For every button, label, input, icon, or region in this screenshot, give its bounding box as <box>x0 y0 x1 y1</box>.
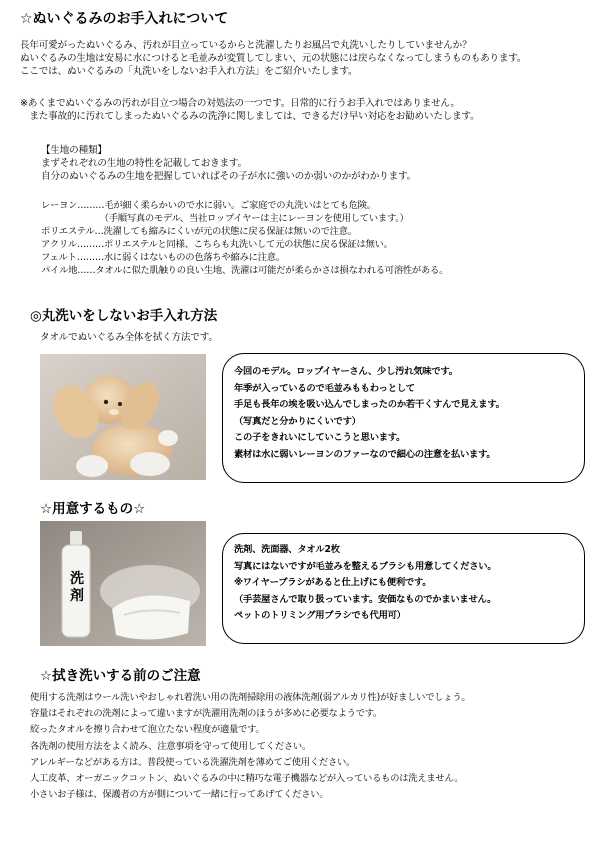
caution-list <box>30 690 470 803</box>
bubble-line: 手足も長年の埃を吸い込んでしまったのか若干くすんで見えます。 <box>234 399 505 411</box>
intro-line: 長年可愛がったぬいぐるみ、汚れが目立っているからと洗濯したりお風呂で丸洗いしたりしていませんか？ <box>20 40 472 51</box>
bubble-line: 素材は水に弱いレーヨンのファーなので細心の注意を払います。 <box>234 448 496 460</box>
caution-item: 絞ったタオルを擦り合わせて泡立たない程度が適量です。 <box>30 724 265 736</box>
bubble-line: ※ワイヤーブラシがあると仕上げにも便利です。 <box>234 577 432 589</box>
supplies-image <box>40 521 206 646</box>
intro-paragraph <box>20 39 526 78</box>
supplies-description-bubble <box>222 533 585 644</box>
method-heading: ◎丸洗いをしないお手入れ方法 <box>30 308 218 324</box>
plush-bunny-photo <box>40 354 206 480</box>
fabric-section <box>41 144 416 183</box>
bubble-line: この子をきれいにしていこうと思います。 <box>234 432 406 444</box>
method-subtitle: タオルでぬいぐるみ全体を拭く方法です。 <box>40 332 218 343</box>
bubble-line: （手芸屋さんで取り扱っています。安価なものでかまいません。 <box>234 593 497 605</box>
bubble-line: 洗剤、洗面器、タオル2枚 <box>234 544 340 555</box>
fabric-lead-line: まずそれぞれの生地の特性を記載しておきます。 <box>41 158 247 169</box>
caution-item: 容量はそれぞれの洗剤によって違いますが洗濯用洗剤のほうが多めに必要なようです。 <box>30 708 383 720</box>
intro-line: ここでは、ぬいぐるみの「丸洗いをしないお手入れ方法」をご紹介いたします。 <box>20 66 358 77</box>
caution-item: 人工皮革、オーガニックコットン、ぬいぐるみの中に精巧な電子機器などが入っているものは洗えません。 <box>30 773 464 785</box>
notice-paragraph <box>20 97 480 123</box>
notice-line: ※あくまでぬいぐるみの汚れが目立つ場合の対処法の一つです。日常的に行うお手入れではありません。 <box>20 98 460 109</box>
notice-line: また事故的に汚れてしまったぬいぐるみの洗浄に関しましては、できるだけ早い対応をお勧めいたします。 <box>20 111 480 122</box>
fabric-list <box>41 199 448 277</box>
fabric-item: レーヨン………毛が細く柔らかいので水に弱い。ご家庭での丸洗いはとても危険。 <box>41 200 376 211</box>
page-title: ☆ぬいぐるみのお手入れについて <box>20 11 229 27</box>
caution-item: 使用する洗剤はウール洗いやおしゃれ着洗い用の洗剤掃除用の液体洗剤(弱アルカリ性)が好ましいでしょう。 <box>30 692 471 703</box>
fabric-item: （手順写真のモデル、当社ロップイヤーは主にレーヨンを使用しています。） <box>41 213 409 224</box>
fabric-item: ポリエステル…洗濯しても縮みにくいが元の状態に戻る保証は無いので注意。 <box>41 226 357 237</box>
prepare-heading: ☆用意するもの☆ <box>40 501 146 517</box>
model-description-bubble <box>222 353 585 483</box>
caution-item: アレルギーなどがある方は、普段使っている洗濯洗剤を薄めてご使用ください。 <box>30 756 356 768</box>
bottle-label: 洗剤 <box>70 571 84 604</box>
supplies-photo <box>40 521 206 646</box>
caution-heading: ☆拭き洗いする前のご注意 <box>40 668 201 684</box>
fabric-lead-line: 自分のぬいぐるみの生地を把握していればその子が水に強いのか弱いのかがわかります。 <box>41 171 416 182</box>
intro-line: ぬいぐるみの生地は安易に水につけると毛並みが変質してしまい、元の状態には戻らなくなってしまうものもあります。 <box>20 53 527 64</box>
fabric-item: フェルト………水に弱くはないものの色落ちや縮みに注意。 <box>41 252 285 263</box>
caution-item: 小さいお子様は、保護者の方が側について一緒に行ってあげてください。 <box>30 789 329 801</box>
fabric-item: パイル地……タオルに似た肌触りの良い生地、洗濯は可能だが柔らかさは損なわれる可溶性がある。 <box>41 265 449 276</box>
bubble-line: 写真にはないですが毛並みを整えるブラシも用意してください。 <box>234 560 497 572</box>
bubble-line: 今回のモデル。ロップイヤーさん、少し汚れ気味です。 <box>234 366 458 377</box>
fabric-heading: 【生地の種類】 <box>41 145 107 156</box>
bubble-line: 年季が入っているので毛並みももわっとして <box>234 382 415 394</box>
plush-bunny-image <box>40 354 206 480</box>
caution-item: 各洗剤の使用方法をよく読み、注意事項を守って使用してください。 <box>30 740 312 752</box>
fabric-item: アクリル………ポリエステルと同様、こちらも丸洗いして元の状態に戻る保証は無い。 <box>41 239 393 250</box>
bubble-line: ペットのトリミング用ブラシでも代用可） <box>234 610 406 622</box>
bubble-line: （写真だと分かりにくいです） <box>234 415 361 427</box>
